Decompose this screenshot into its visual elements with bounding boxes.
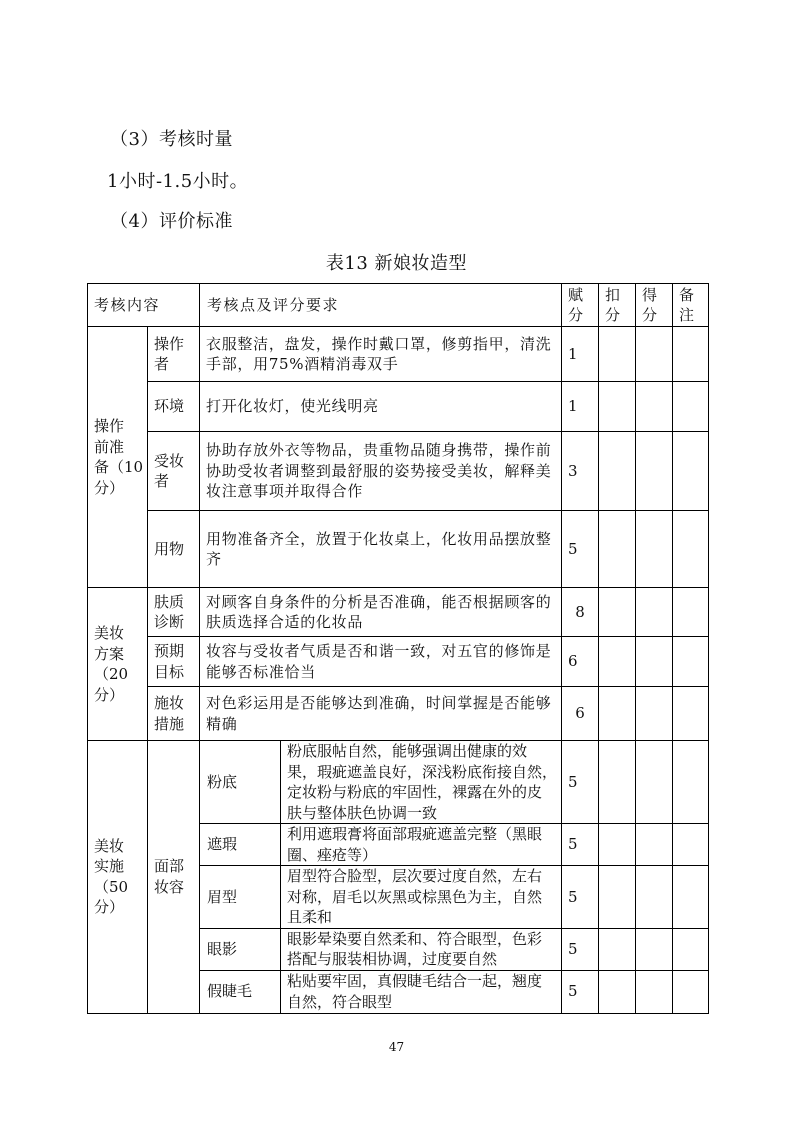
group-title-line: 方案	[94, 644, 125, 663]
requirement-line: 能够否标准恰当	[206, 662, 316, 681]
evaluation-table	[87, 283, 709, 1014]
remarks-cell	[673, 687, 709, 741]
score-cell: 5	[562, 824, 599, 866]
subgroup-title-line: 面部	[154, 857, 185, 876]
table-row	[88, 382, 709, 432]
subgroup-title-line: 妆容	[154, 877, 185, 896]
item-label-line: 眼影	[207, 939, 238, 958]
requirement-line: 圈、痤疮等）	[287, 845, 378, 864]
table-row	[88, 588, 709, 637]
score-cell: 5	[562, 866, 599, 929]
header-remarks-line: 注	[679, 306, 696, 324]
obtained-cell	[636, 928, 673, 970]
requirement-cell	[200, 382, 562, 432]
group-title-line: 分）	[94, 478, 125, 497]
requirement-line: 粘贴要牢固，真假睫毛结合一起，翘度	[287, 972, 543, 990]
page-number: 47	[388, 1040, 405, 1054]
requirement-cell	[200, 432, 562, 511]
score-cell: 5	[562, 741, 599, 824]
remarks-cell	[673, 824, 709, 866]
requirement-cell	[281, 824, 562, 866]
score-cell: 6	[562, 687, 599, 741]
table-row	[88, 687, 709, 741]
remarks-cell	[673, 588, 709, 637]
header-obtained	[636, 284, 673, 327]
header-obtained-line: 分	[642, 306, 659, 324]
obtained-cell	[636, 382, 673, 432]
requirement-line: 协助受妆者调整到最舒服的姿势接受美妆，解释美	[206, 461, 552, 480]
deduction-cell	[599, 511, 636, 588]
requirement-cell	[281, 928, 562, 970]
remarks-cell	[673, 741, 709, 824]
deduction-cell	[599, 432, 636, 511]
header-deduction-line: 分	[605, 306, 622, 324]
table-row	[88, 511, 709, 588]
item-label-line: 假睫毛	[207, 982, 253, 1001]
score-cell: 3	[562, 432, 599, 511]
obtained-cell	[636, 970, 673, 1013]
item-label-line: 措施	[154, 714, 185, 733]
requirement-line: 妆容与受妆者气质是否和谐一致，对五官的修饰是	[206, 642, 552, 660]
score-cell: 1	[562, 382, 599, 432]
requirement-line: 对顾客自身条件的分析是否准确，能否根据顾客的	[206, 592, 552, 611]
item-label-line: 者	[154, 472, 170, 490]
table-row	[88, 637, 709, 687]
item-label-line: 粉底	[207, 772, 238, 791]
header-requirements: 考核点及评分要求	[200, 284, 562, 327]
header-content: 考核内容	[88, 284, 200, 327]
header-score-line: 分	[568, 306, 585, 324]
obtained-cell	[636, 637, 673, 687]
item-cell	[200, 741, 281, 824]
requirement-line: 对色彩运用是否能够达到准确，时间掌握是否能够	[206, 694, 552, 712]
deduction-cell	[599, 687, 636, 741]
item-cell	[200, 866, 281, 929]
requirement-cell	[281, 741, 562, 824]
requirement-line: 定妆粉与粉底的牢固性，裸露在外的皮	[287, 783, 543, 801]
requirement-line: 肤质选择合适的化妆品	[206, 613, 364, 631]
table-row	[88, 327, 709, 382]
item-label-line: 者	[154, 355, 170, 373]
remarks-cell	[673, 432, 709, 511]
requirement-line: 精确	[206, 714, 238, 733]
group-plan	[88, 588, 148, 741]
obtained-cell	[636, 866, 673, 929]
item-label-line: 眉型	[207, 887, 238, 906]
time-heading: （3）考核时量	[110, 129, 233, 150]
group-preparation	[88, 327, 148, 588]
header-score	[562, 284, 599, 327]
group-title-line: 美妆	[94, 624, 125, 642]
requirement-cell	[200, 327, 562, 382]
score-cell: 5	[562, 511, 599, 588]
deduction-cell	[599, 588, 636, 637]
group-title-line: 前准	[94, 437, 125, 456]
requirement-line: 用物准备齐全，放置于化妆桌上，化妆用品摆放整	[206, 529, 552, 548]
requirement-line: 打开化妆灯，使光线明亮	[206, 397, 379, 416]
remarks-cell	[673, 327, 709, 382]
item-cell	[200, 928, 281, 970]
score-cell: 6	[562, 637, 599, 687]
requirement-line: 肤与整体肤色协调一致	[287, 803, 438, 822]
item-label-line: 预期	[154, 642, 185, 660]
obtained-cell	[636, 824, 673, 866]
deduction-cell	[599, 970, 636, 1013]
score-cell: 1	[562, 327, 599, 382]
deduction-cell	[599, 866, 636, 929]
requirement-line: 手部，用75%酒精消毒双手	[206, 355, 399, 373]
obtained-cell	[636, 432, 673, 511]
criteria-heading: （4）评价标准	[110, 211, 233, 232]
deduction-cell	[599, 741, 636, 824]
obtained-cell	[636, 327, 673, 382]
header-remarks-line: 备	[679, 285, 696, 304]
item-label-line: 用物	[154, 539, 185, 558]
requirement-cell	[281, 866, 562, 929]
header-remarks	[673, 284, 709, 327]
table-row	[88, 741, 709, 824]
item-label-line: 环境	[154, 397, 185, 416]
requirement-cell	[200, 687, 562, 741]
group-title-line: 分）	[94, 898, 125, 917]
group-title-line: 美妆	[94, 836, 125, 855]
item-cell	[200, 970, 281, 1013]
requirement-cell	[200, 588, 562, 637]
remarks-cell	[673, 382, 709, 432]
header-deduction-line: 扣	[605, 285, 622, 304]
deduction-cell	[599, 824, 636, 866]
requirement-cell	[200, 511, 562, 588]
requirement-line: 果，瑕疵遮盖良好，深浅粉底衔接自然，	[287, 762, 558, 781]
item-cell	[148, 637, 200, 687]
score-cell: 5	[562, 928, 599, 970]
group-application	[88, 741, 148, 1014]
score-cell: 5	[562, 970, 599, 1013]
requirement-line: 协助存放外衣等物品，贵重物品随身携带，操作前	[206, 441, 552, 460]
table-caption: 表13 新娘妆造型	[325, 253, 468, 274]
obtained-cell	[636, 511, 673, 588]
time-value: 1小时-1.5小时。	[107, 171, 249, 192]
item-label-line: 受妆	[154, 451, 185, 470]
group-title-line: 实施	[94, 857, 125, 876]
requirement-line: 齐	[206, 550, 222, 568]
table-row	[88, 432, 709, 511]
deduction-cell	[599, 637, 636, 687]
remarks-cell	[673, 866, 709, 929]
item-cell	[148, 327, 200, 382]
requirement-line: 妆注意事项并取得合作	[206, 482, 364, 501]
obtained-cell	[636, 687, 673, 741]
item-label-line: 遮瑕	[207, 835, 238, 854]
deduction-cell	[599, 382, 636, 432]
item-cell	[148, 588, 200, 637]
obtained-cell	[636, 588, 673, 637]
item-label-line: 肤质	[154, 592, 185, 611]
group-title-line: 分）	[94, 685, 125, 704]
obtained-cell	[636, 741, 673, 824]
table-header-row	[88, 284, 709, 327]
requirement-line: 眼影晕染要自然柔和、符合眼型，色彩	[287, 929, 543, 948]
requirement-cell	[200, 637, 562, 687]
deduction-cell	[599, 928, 636, 970]
remarks-cell	[673, 511, 709, 588]
group-title-line: 备（10	[94, 458, 144, 476]
group-title-line: （50	[94, 877, 129, 896]
remarks-cell	[673, 637, 709, 687]
header-score-line: 赋	[568, 285, 585, 304]
requirement-line: 衣服整洁，盘发，操作时戴口罩，修剪指甲，清洗	[206, 334, 552, 353]
requirement-line: 眉型符合脸型，层次要过度自然，左右	[287, 867, 543, 885]
remarks-cell	[673, 970, 709, 1013]
requirement-line: 利用遮瑕膏将面部瑕疵遮盖完整（黑眼	[287, 825, 543, 843]
requirement-line: 对称，眉毛以灰黑或棕黑色为主，自然	[287, 887, 543, 906]
item-cell	[148, 687, 200, 741]
group-title-line: 操作	[94, 417, 125, 435]
requirement-line: 自然，符合眼型	[287, 992, 393, 1011]
subgroup-face-makeup	[148, 741, 200, 1014]
remarks-cell	[673, 928, 709, 970]
item-cell	[200, 824, 281, 866]
item-label-line: 操作	[154, 334, 185, 353]
group-title-line: （20	[94, 665, 129, 683]
score-cell: 8	[562, 588, 599, 637]
item-label-line: 诊断	[154, 613, 185, 631]
requirement-cell	[281, 970, 562, 1013]
item-cell	[148, 432, 200, 511]
requirement-line: 搭配与服装相协调，过度要自然	[287, 950, 498, 968]
requirement-line: 粉底服帖自然，能够强调出健康的效	[287, 742, 528, 760]
header-obtained-line: 得	[642, 285, 659, 304]
header-deduction	[599, 284, 636, 327]
deduction-cell	[599, 327, 636, 382]
requirement-line: 且柔和	[287, 908, 333, 926]
item-label-line: 施妆	[154, 694, 185, 712]
item-label-line: 目标	[154, 662, 185, 681]
item-cell	[148, 382, 200, 432]
item-cell	[148, 511, 200, 588]
